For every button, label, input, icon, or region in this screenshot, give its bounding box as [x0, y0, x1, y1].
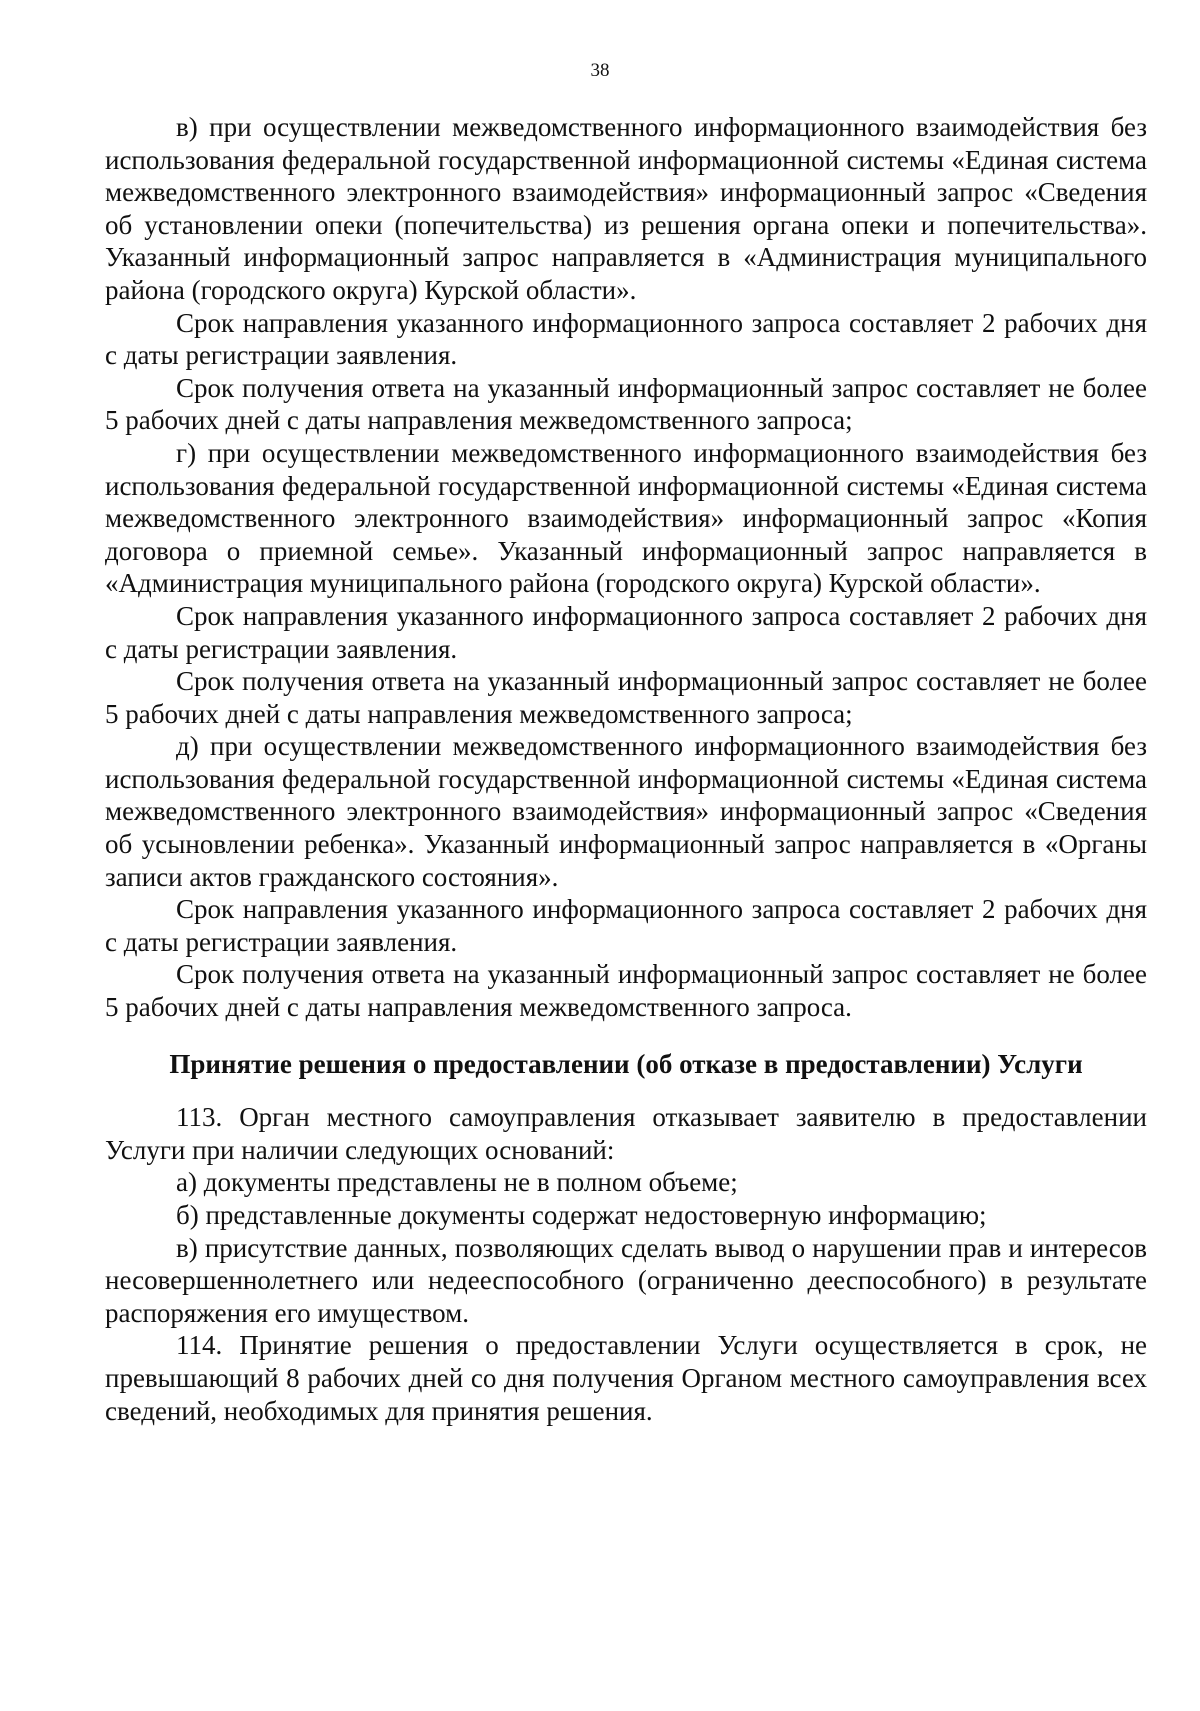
- paragraph-response-deadline: Срок получения ответа на указанный информационный запрос составляет не более 5 рабочих дней с даты направления межведомственного запроса;: [105, 372, 1147, 436]
- paragraph-clause-114: 114. Принятие решения о предоставлении Услуги осуществляется в срок, не превышающий 8 рабочих дней со дня получения Органом местного самоуправления всех сведений, необходимых для принятия решения.: [105, 1330, 1147, 1426]
- paragraph-ground-v: в) присутствие данных, позволяющих сделать вывод о нарушении прав и интересов несовершеннолетнего или недееспособного (ограниченно дееспособного) в результате распоряжения его имуществом.: [105, 1232, 1147, 1328]
- paragraph-item-g: г) при осуществлении межведомственного информационного взаимодействия без использования федеральной государственной информационной системы «Единая система межведомственного электронного взаимодействия» информационный запрос «Копия договора о приемной семье». Указанный информационный запрос направляется в «Администрация муниципального района (городского округа) Курской области».: [105, 437, 1147, 599]
- section-heading: Принятие решения о предоставлении (об отказе в предоставлении) Услуги: [169, 1048, 1083, 1079]
- paragraph-ground-a: а) документы представлены не в полном объеме;: [176, 1167, 738, 1198]
- paragraph-response-deadline: Срок получения ответа на указанный информационный запрос составляет не более 5 рабочих дней с даты направления межведомственного запроса.: [105, 959, 1147, 1023]
- paragraph-request-deadline: Срок направления указанного информационного запроса составляет 2 рабочих дня с даты регистрации заявления.: [105, 307, 1147, 371]
- paragraph-clause-113: 113. Орган местного самоуправления отказывает заявителю в предоставлении Услуги при наличии следующих оснований:: [105, 1102, 1147, 1165]
- paragraph-request-deadline: Срок направления указанного информационного запроса составляет 2 рабочих дня с даты регистрации заявления.: [105, 600, 1147, 664]
- paragraph-response-deadline: Срок получения ответа на указанный информационный запрос составляет не более 5 рабочих дней с даты направления межведомственного запроса;: [105, 666, 1147, 729]
- paragraph-ground-b: б) представленные документы содержат недостоверную информацию;: [176, 1200, 987, 1230]
- paragraph-item-v: в) при осуществлении межведомственного информационного взаимодействия без использования федеральной государственной информационной системы «Единая система межведомственного электронного взаимодействия» информационный запрос «Сведения об установлении опеки (попечительства) из решения органа опеки и попечительства». Указанный информационный запрос направляется в «Администрация муниципального района (городского округа) Курской области».: [105, 112, 1147, 305]
- document-body: [105, 111, 1147, 1427]
- paragraph-item-d: д) при осуществлении межведомственного информационного взаимодействия без использования федеральной государственной информационной системы «Единая система межведомственного электронного взаимодействия» информационный запрос «Сведения об усыновлении ребенка». Указанный информационный запрос направляется в «Органы записи актов гражданского состояния».: [105, 731, 1147, 892]
- paragraph-request-deadline: Срок направления указанного информационного запроса составляет 2 рабочих дня с даты регистрации заявления.: [105, 894, 1147, 957]
- page-number: 38: [590, 60, 610, 81]
